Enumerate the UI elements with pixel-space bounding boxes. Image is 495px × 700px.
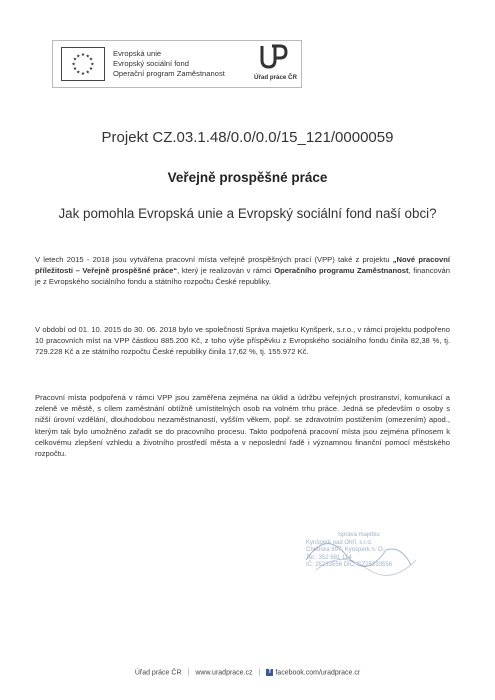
svg-text:★: ★ (72, 57, 78, 63)
svg-text:★: ★ (76, 54, 81, 60)
eu-logo-text (113, 49, 225, 79)
esf-line: Evropský sociální fond (113, 59, 189, 68)
stamp-line: Tel.: 352 681 114 (306, 554, 352, 561)
footer-org: Úřad práce ČR (134, 669, 182, 677)
intro-text-a: V letech 2015 - 2018 jsou vytvářena pracovní místa veřejně prospěšných prací (VPP) také z projektu (35, 255, 393, 264)
stamp-line: Chebská 897, Kynšperk n. O. (306, 547, 385, 553)
facebook-icon: f (266, 669, 273, 676)
footer-facebook-link[interactable]: facebook.com/uradprace.cr (275, 669, 361, 677)
stamp-line: IČ: 25233556 DIČ: CZ25233556 (306, 562, 393, 568)
project-number: Projekt CZ.03.1.48/0.0/0.0/15_121/0000059 (101, 129, 394, 146)
svg-text:★: ★ (85, 70, 90, 76)
eu-line: Evropská unie (113, 49, 162, 58)
page-subtitle: Jak pomohla Evropská unie a Evropský sociální fond naší obci? (58, 206, 437, 221)
svg-text:★: ★ (88, 67, 94, 73)
urad-prace-label: Úřad práce ČR (254, 74, 297, 81)
svg-text:★: ★ (76, 70, 81, 76)
footer-web-link[interactable]: www.uradprace.cz (195, 669, 253, 677)
svg-text:★: ★ (72, 67, 78, 73)
program-name: Operačního programu Zaměstnanost (274, 266, 409, 276)
paragraph-funding: V období od 01. 10. 2015 do 30. 06. 2018 bylo ve společnosti Správa majetku Kynšperk, s.r.o., v rámci projektu podpořeno 10 pracovních míst na VPP částkou 885.200 Kč, z toho výše příspěvku z Evropského sociálního fondu činila 82,38 %, tj. 729.228 Kč a ze státního rozpočtu České republiky činila 17,62 %, tj. 155.972 Kč. (35, 325, 450, 357)
eu-flag-icon (61, 47, 105, 81)
svg-text:★: ★ (90, 62, 95, 68)
footer-separator: | (187, 669, 190, 677)
intro-text-c: , který je realizován v rámci (177, 266, 275, 276)
svg-text:★: ★ (88, 57, 94, 63)
svg-text:★: ★ (85, 54, 90, 60)
signature-scribble (286, 520, 426, 590)
opz-line: Operační program Zaměstnanost (113, 69, 225, 78)
intro-text-e: , financován je z Evropského sociálního fondu a státního rozpočtu České republiky. (35, 266, 450, 287)
svg-text:★: ★ (80, 71, 86, 77)
stamp-line: Správa majetku (338, 532, 380, 538)
stamp-line: Kynšperk nad Ohří, s.r.o. (306, 539, 373, 546)
project-name: „Nové pracovní příležitosti – Veřejně prospěšné práce“ (35, 255, 450, 276)
svg-text:★: ★ (71, 62, 76, 68)
page-title: Veřejně prospěšné práce (167, 170, 328, 185)
urad-prace-logo-icon (258, 44, 288, 70)
footer-separator: | (258, 669, 261, 677)
paragraph-intro (35, 254, 450, 288)
paragraph-purpose: Pracovní místa podpořená v rámci VPP jsou zaměřena zejména na úklid a údržbu veřejných prostranství, komunikací a zeleně ve městě, s cílem zaměstnání obtížně umístitelných osob na volném trhu práce. Jedná se především o osoby s nižší úrovní vzdělání, dlouhodobou nezaměstnaností, vyšším věkem, popř. se zdravotním postižením (omezením) apod., kterým tak bylo umožněno zařadit se do pracovního procesu. Takto podpořená pracovní místa jsou zejména přínosem k celkovému zlepšení vzhledu a životního prostředí města a v neposlední řadě i významnou finanční pomocí městského rozpočtu. (35, 393, 450, 459)
page-footer (0, 669, 495, 676)
svg-text:★: ★ (80, 53, 86, 58)
